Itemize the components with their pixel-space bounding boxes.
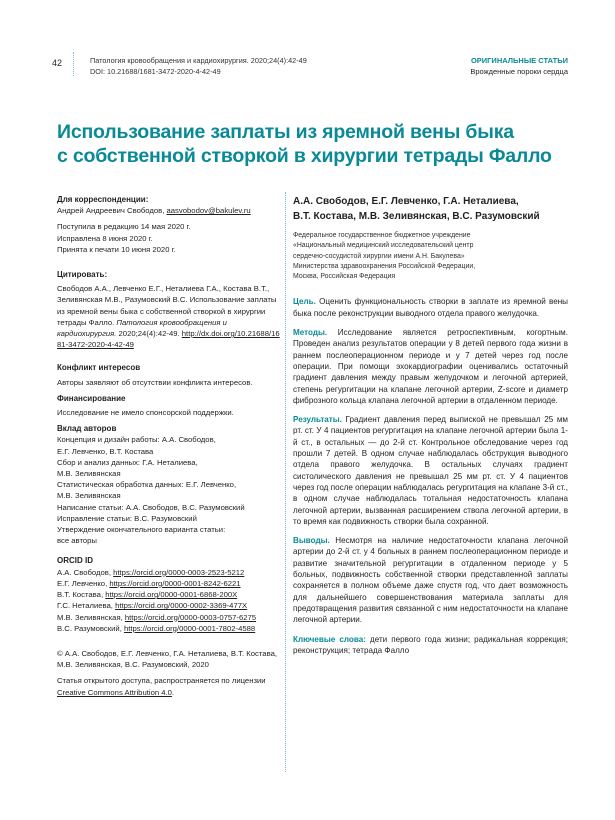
abstract-methods: [293, 327, 568, 406]
funding-heading: Финансирование: [57, 393, 126, 403]
orcid-item: [57, 589, 282, 600]
date-accepted: Принята к печати 10 июня 2020 г.: [57, 244, 176, 254]
abstract-label: Методы.: [293, 328, 328, 338]
contrib-line: Концепция и дизайн работы: А.А. Свободов,: [57, 435, 216, 445]
contrib-line: Утверждение окончательного варианта статьи:: [57, 525, 226, 535]
cite-heading: Цитировать:: [57, 270, 108, 280]
contrib-line: Е.Г. Левченко, В.Т. Костава: [57, 446, 154, 456]
orcid-item: [57, 600, 282, 611]
contrib-line: все авторы: [57, 536, 97, 546]
orcid-item: [57, 578, 282, 589]
abstract-label: Результаты.: [293, 415, 342, 425]
license: [57, 675, 282, 697]
contrib-heading: Вклад авторов: [57, 424, 117, 434]
affiliation-line: «Национальный медицинский исследовательский центр: [293, 242, 474, 250]
subsection-name: Врожденные пороки сердца: [470, 67, 568, 76]
orcid-name: М.В. Зеливянская,: [57, 612, 125, 622]
citation: [57, 283, 282, 350]
column-divider: [285, 192, 286, 772]
journal-citation: Патология кровообращения и кардиохирургия. 2020;24(4):42-49: [90, 56, 307, 65]
sidebar-info: [57, 194, 282, 698]
abstract-conclusions: [293, 535, 568, 625]
contributions: [57, 434, 282, 546]
correspondence-email[interactable]: aasvobodov@bakulev.ru: [166, 206, 251, 216]
abstract-label: Выводы.: [293, 536, 330, 546]
abstract-label: Цель.: [293, 297, 316, 307]
title-line: с собственной створкой в хирургии тетрады Фалло: [57, 145, 552, 167]
authors-line: А.А. Свободов, Е.Г. Левченко, Г.А. Неталиева,: [293, 196, 519, 207]
contrib-line: Статистическая обработка данных: Е.Г. Левченко,: [57, 480, 237, 490]
section-name: ОРИГИНАЛЬНЫЕ СТАТЬИ: [470, 56, 568, 65]
abstract-text: Несмотря на наличие недостаточности клапана легочной артерии до 2-й ст. у 4 больных в раннем послеоперационном периоде и развитие значительной регургитации в отдаленном периоде у 5 больных, подвижность собственной створки представленной заплаты сохраняется в полном объеме даже спустя год, что дает возможность для дальнейшего совершенствования материала заплаты для предотвращения развития связанной с ним недостаточности на клапане легочной артерии.: [293, 536, 568, 625]
page-number: 42: [52, 58, 63, 68]
doi-link[interactable]: 10.21688/1681-3472-2020-4-42-49: [107, 67, 221, 76]
conflict-heading: Конфликт интересов: [57, 363, 141, 373]
abstract-aim: [293, 296, 568, 319]
keywords-label: Ключевые слова:: [293, 634, 366, 644]
license-link[interactable]: Creative Commons Attribution 4.0: [57, 687, 172, 697]
funding-text: Исследование не имело спонсорской поддержки.: [57, 408, 234, 418]
abstract-results: [293, 414, 568, 527]
orcid-item: [57, 567, 282, 578]
affiliation-line: сердечно-сосудистой хирургии имени А.Н. Бакулева»: [293, 252, 465, 260]
header-divider: [73, 52, 74, 76]
authors: [293, 194, 568, 224]
abstract-text: Оценить функциональность створки в заплате из яремной вены быка после реконструкции выводного отдела правого желудочка.: [293, 297, 568, 318]
orcid-item: [57, 612, 282, 623]
orcid-list: [57, 567, 282, 634]
doi-label: DOI:: [90, 67, 108, 76]
affiliation-line: Министерства здравоохранения Российской Федерации,: [293, 262, 476, 270]
orcid-name: Г.С. Неталиева,: [57, 601, 116, 611]
citation-journal: Патология кровообращения и кардиохирургия.: [57, 317, 227, 339]
citation-link[interactable]: http://dx.doi.org/10.21688/1681-3472-2020-4-42-49: [57, 329, 280, 350]
abstract-text: Градиент давления перед выпиской не превышал 25 мм рт. ст. У 4 пациентов регургитация на клапане легочной артерии была 1-й ст., в остальных — до 2-й ст. Контрольное обследование через год прошли 7 детей. В одном случае наблюдалась обструкция выводного отдела правого желудочка. В остальных случаях градиент систолического давления не превышал 25 мм рт. ст. У 4 пациентов через год после операции наблюдалась регургитация на клапане 3-й ст., в одном случае наблюдалась тотальная недостаточность клапана легочной артерии, вызванная расширением ствола легочной артерии, в то время как подвижность створки была сохранной.: [293, 415, 568, 526]
correspondence-name: Андрей Андреевич Свободов,: [57, 206, 167, 216]
correspondence-heading: Для корреспонденции:: [57, 195, 149, 204]
orcid-name: В.С. Разумовский,: [57, 623, 124, 633]
contrib-line: Написание статьи: А.А. Свободов, В.С. Разумовский: [57, 502, 245, 512]
section-info: [470, 55, 568, 77]
orcid-name: А.А. Свободов,: [57, 567, 114, 577]
main-column: [293, 194, 568, 656]
orcid-name: В.Т. Костава,: [57, 590, 106, 600]
contrib-line: М.В. Зеливянская: [57, 491, 121, 501]
contrib-line: М.В. Зеливянская: [57, 469, 121, 479]
contrib-line: Сбор и анализ данных: Г.А. Неталиева,: [57, 457, 198, 467]
date-revised: Исправлена 8 июня 2020 г.: [57, 233, 153, 243]
title-line: Использование заплаты из яремной вены быка: [57, 121, 514, 143]
citation-text: Свободов А.А., Левченко Е.Г., Неталиева Г.А., Костава В.Т., Зеливянская М.В., Разумовский В.С. Использование заплаты из яремной вены быка с собственной створкой в хирургии тетрады Фалло.: [57, 284, 277, 327]
article-title: [57, 120, 577, 168]
orcid-link[interactable]: https://orcid.org/0000-0001-7802-4588: [123, 623, 256, 633]
orcid-name: Е.Г. Левченко,: [57, 578, 110, 588]
copyright: © А.А. Свободов, Е.Г. Левченко, Г.А. Неталиева, В.Т. Костава, М.В. Зеливянская, В.С. Разумовский, 2020: [57, 648, 277, 670]
orcid-link[interactable]: https://orcid.org/0000-0001-6868-200X: [105, 590, 238, 600]
citation-year: 2020;24(4):42-49.: [116, 329, 182, 339]
dates: [57, 221, 282, 255]
abstract-text: Исследование является ретроспективным, когортным. Проведен анализ результатов операции у 8 детей первого года жизни в раннем послеоперационном периоде и у 7 детей через год после операции. При помощи эхокардиографии оценивались остаточный градиент давления между правым желудочком и легочной артерией, степень регургитации на клапане легочной артерии, Z-score и диаметр фиброзного кольца клапана легочной артерии в отдаленном периоде.: [293, 328, 568, 405]
journal-info: [90, 55, 307, 77]
affiliation-line: Москва, Российская Федерация: [293, 273, 396, 281]
orcid-link[interactable]: https://orcid.org/0000-0002-3369-477X: [115, 601, 248, 611]
orcid-link[interactable]: https://orcid.org/0000-0003-0757-6275: [124, 612, 257, 622]
authors-line: В.Т. Костава, М.В. Зеливянская, В.С. Разумовский: [293, 211, 540, 222]
license-text: Статья открытого доступа, распространяется по лицензии: [57, 676, 266, 686]
orcid-heading: ORCID ID: [57, 556, 93, 566]
license-end: .: [171, 687, 175, 697]
date-received: Поступила в редакцию 14 мая 2020 г.: [57, 222, 191, 232]
keywords-text: дети первого года жизни; радикальная коррекция; реконструкция; тетрада Фалло: [293, 634, 568, 655]
orcid-item: [57, 623, 282, 634]
affiliation: [293, 231, 568, 282]
affiliation-line: Федеральное государственное бюджетное учреждение: [293, 232, 471, 239]
keywords: [293, 634, 568, 657]
conflict-text: Авторы заявляют об отсутствии конфликта интересов.: [57, 377, 253, 387]
orcid-link[interactable]: https://orcid.org/0000-0001-8242-6221: [109, 578, 241, 588]
contrib-line: Исправление статьи: В.С. Разумовский: [57, 513, 197, 523]
orcid-link[interactable]: https://orcid.org/0000-0003-2523-5212: [113, 567, 245, 577]
